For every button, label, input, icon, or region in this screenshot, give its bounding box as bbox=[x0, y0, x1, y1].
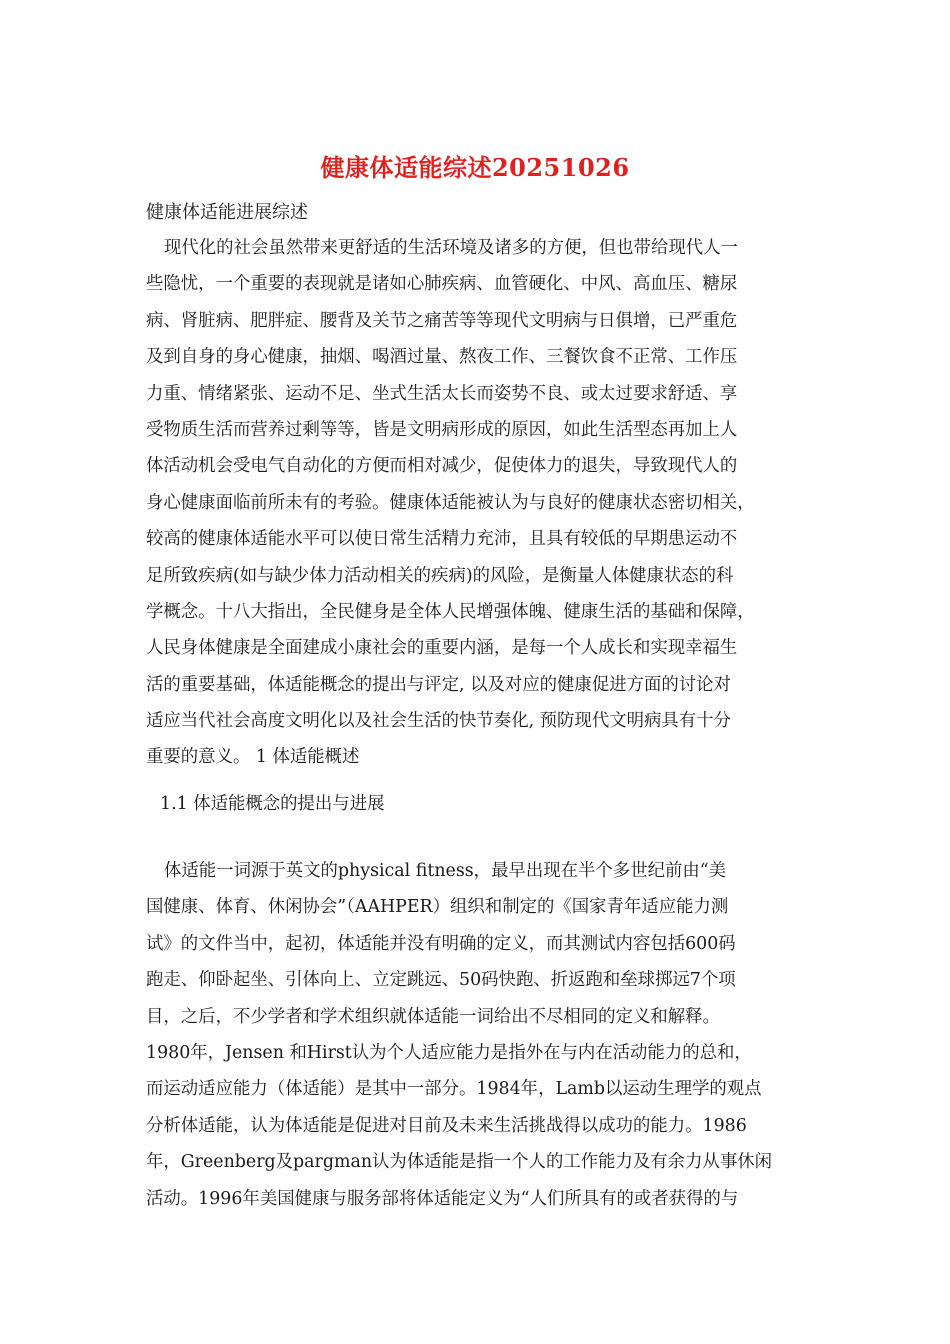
text-line: 人民身体健康是全面建成小康社会的重要内涵，是每一个人成长和实现幸福生 bbox=[146, 638, 738, 659]
document-title: 健康体适能综述20251026 bbox=[320, 153, 630, 182]
text-line: 活的重要基础，体适能概念的提出与评定, 以及对应的健康促进方面的讨论对 bbox=[146, 674, 731, 695]
text-line: 足所致疾病(如与缺少体力活动相关的疾病)的风险，是衡量人体健康状态的科 bbox=[146, 565, 734, 586]
text-line: 现代化的社会虽然带来更舒适的生活环境及诸多的方便，但也带给现代人一 bbox=[164, 238, 738, 258]
text-line: 体适能一词源于英文的physical fitness，最早出现在半个多世纪前由“美 bbox=[164, 861, 727, 881]
text-line: 目，之后，不少学者和学术组织就体适能一词给出不尽相同的定义和解释。 bbox=[146, 1006, 720, 1027]
paragraph-definition bbox=[146, 853, 814, 1217]
text-line: 体活动机会受电气自动化的方便而相对减少，促使体力的退失，导致现代人的 bbox=[146, 456, 738, 477]
paragraph-intro bbox=[146, 230, 814, 776]
text-line: 学概念。十八大指出，全民健身是全体人民增强体魄、健康生活的基础和保障， bbox=[146, 601, 755, 622]
text-line: 1980年，Jensen 和Hirst认为个人适应能力是指外在与内在活动能力的总和， bbox=[146, 1042, 752, 1063]
text-line: 而运动适应能力（体适能）是其中一部分。1984年，Lamb以运动生理学的观点 bbox=[146, 1079, 762, 1100]
text-line: 试》的文件当中，起初，体适能并没有明确的定义，而其测试内容包括600码 bbox=[146, 933, 736, 954]
section-heading: 1.1 体适能概念的提出与进展 bbox=[160, 794, 385, 814]
text-line: 适应当代社会高度文明化以及社会生活的快节奏化, 预防现代文明病具有十分 bbox=[146, 711, 731, 732]
text-line: 活动。1996年美国健康与服务部将体适能定义为“人们所具有的或者获得的与 bbox=[146, 1188, 739, 1209]
text-line: 病、肾脏病、肥胖症、腰背及关节之痛苦等等现代文明病与日俱增，已严重危 bbox=[146, 310, 738, 331]
text-line: 国健康、体育、休闲协会”（AAHPER）组织和制定的《国家青年适应能力测 bbox=[146, 897, 729, 918]
text-line: 力重、情绪紧张、运动不足、坐式生活太长而姿势不良、或太过要求舒适、享 bbox=[146, 383, 738, 404]
text-line: 些隐忧，一个重要的表现就是诸如心肺疾病、血管硬化、中风、高血压、糖尿 bbox=[146, 274, 738, 295]
text-line: 身心健康面临前所未有的考验。健康体适能被认为与良好的健康状态密切相关， bbox=[146, 492, 755, 513]
text-line: 跑走、仰卧起坐、引体向上、立定跳远、50码快跑、折返跑和垒球掷远7个项 bbox=[146, 970, 736, 991]
text-line: 分析体适能，认为体适能是促进对目前及未来生活挑战得以成功的能力。1986 bbox=[146, 1115, 747, 1136]
text-line: 重要的意义。 1 体适能概述 bbox=[146, 747, 360, 768]
text-line: 受物质生活而营养过剩等等，皆是文明病形成的原因，如此生活型态再加上人 bbox=[146, 419, 738, 440]
text-line: 较高的健康体适能水平可以使日常生活精力充沛，且具有较低的早期患运动不 bbox=[146, 529, 738, 550]
text-line: 及到自身的身心健康，抽烟、喝酒过量、熬夜工作、三餐饮食不正常、工作压 bbox=[146, 347, 738, 368]
document-subtitle: 健康体适能进展综述 bbox=[146, 202, 308, 223]
text-line: 年，Greenberg及pargman认为体适能是指一个人的工作能力及有余力从事休闲 bbox=[146, 1152, 773, 1173]
